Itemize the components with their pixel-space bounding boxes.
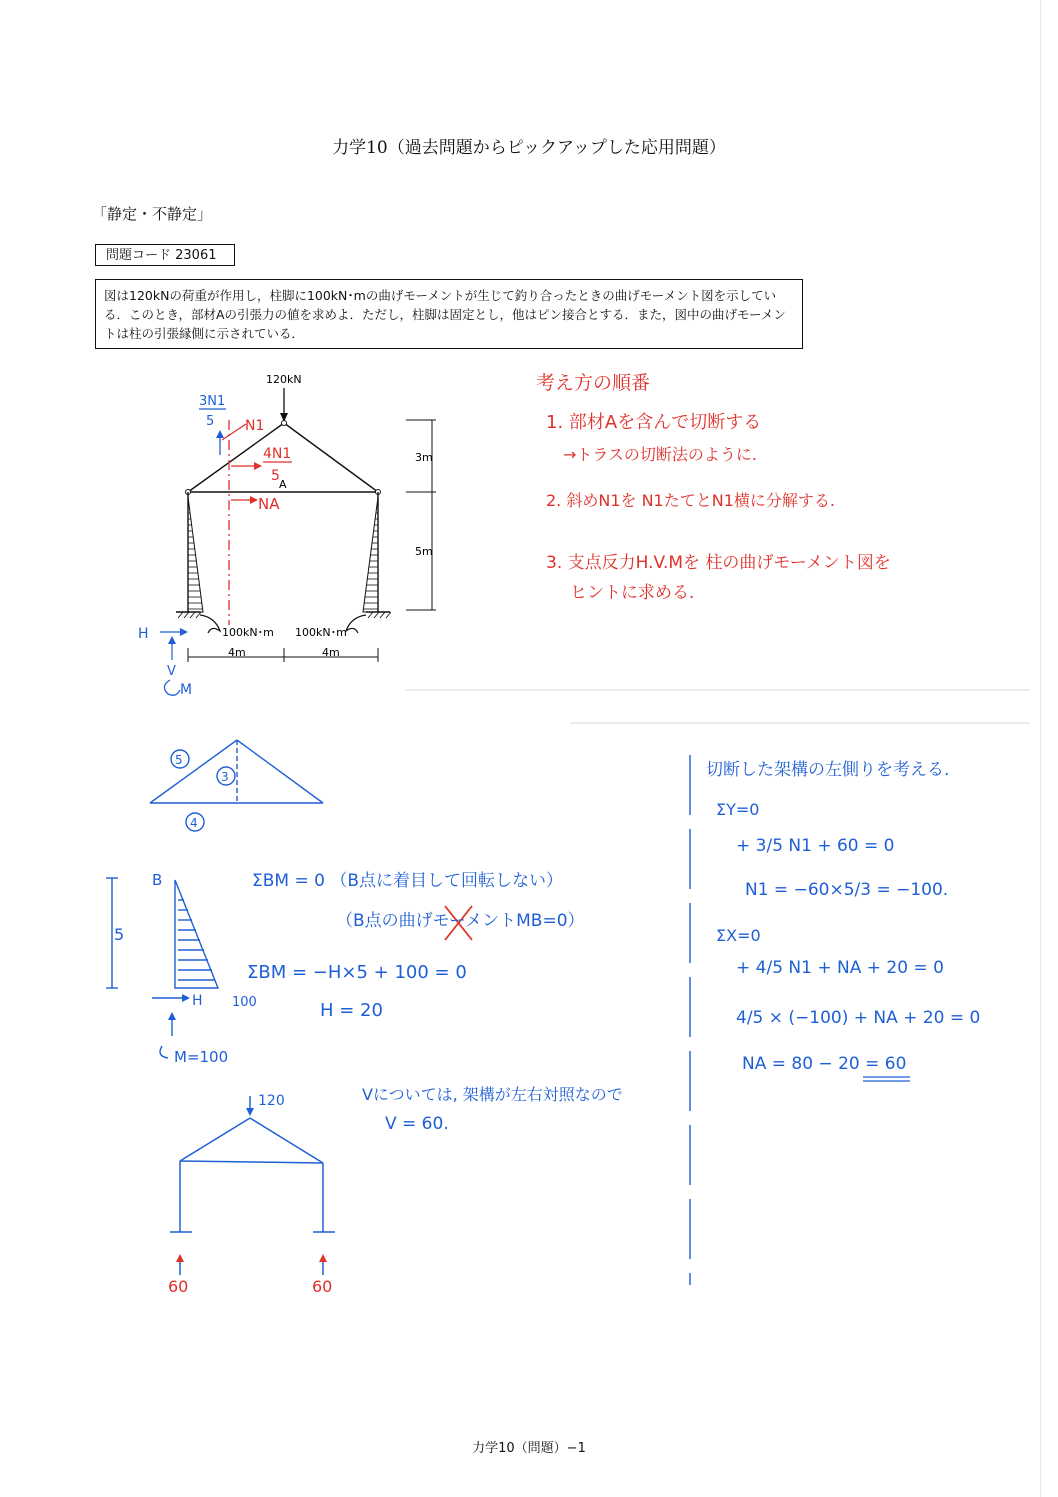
problem-text: 図は120kNの荷重が作用し，柱脚に100kN･mの曲げモーメントが生じて釣り合ったときの曲げモーメント図を示している．このとき，部材Aの引張力の値を求めよ．ただし，柱脚は固定とし，他はピン接合とする．また，図中の曲げモーメントは柱の引張縁側に示されている． [104, 288, 786, 341]
truss-right-member [284, 423, 378, 492]
sum-y-eq1: + 3/5 N1 + 60 = 0 [736, 836, 895, 856]
ann-v: V [167, 664, 176, 679]
sum-x: ΣX=0 [716, 926, 761, 945]
ann-h: H [138, 626, 149, 642]
left-moment-arrow [200, 615, 220, 633]
step-3a: 3. 支点反力H.V.Mを 柱の曲げモーメント図を [546, 553, 891, 573]
moment-eq-3: ΣBM = −H×5 + 100 = 0 [247, 962, 467, 983]
ann-na: NA [258, 495, 280, 513]
left-moment-diagram [188, 497, 203, 612]
frame2-reaction-right: 60 [312, 1277, 333, 1296]
frame-sketch [170, 1096, 335, 1275]
right-moment-arrow [346, 615, 366, 633]
step-2: 2. 斜めN1を N1たてとN1横に分解する. [546, 491, 835, 510]
frame2-load-label: 120 [258, 1093, 285, 1109]
ann-n1: N1 [245, 418, 265, 434]
column-m-label: M=100 [174, 1048, 229, 1066]
page-title: 力学10（過去問題からピックアップした応用問題） [332, 138, 726, 158]
ann-3n1-den: 5 [206, 414, 215, 429]
sum-y-eq2: N1 = −60×5/3 = −100. [745, 880, 949, 900]
step-1b: →トラスの切断法のように. [563, 445, 758, 464]
sum-x-eq1: + 4/5 N1 + NA + 20 = 0 [736, 958, 944, 978]
member-a-label: A [279, 478, 287, 491]
step-1a: 1. 部材Aを含んで切断する [546, 412, 762, 433]
ann-4n1-den: 5 [271, 468, 280, 484]
right-moment-diagram [363, 497, 378, 612]
problem-code-box: 問題コード 23061 [95, 244, 235, 266]
ann-4n1-num: 4N1 [263, 446, 292, 462]
span-right-label: 4m [322, 646, 340, 659]
page-footer: 力学10（問題）−1 [472, 1441, 586, 1456]
moment-left-label: 100kN･m [222, 626, 274, 639]
tri-num-4: 4 [190, 816, 198, 830]
steps-heading: 考え方の順番 [536, 372, 651, 394]
column-h-value: 100 [232, 995, 257, 1010]
sum-y: ΣY=0 [716, 800, 760, 819]
column-top-label: B [152, 871, 163, 889]
column-h-label: H [192, 993, 203, 1009]
dim-col-label: 5m [415, 545, 433, 558]
dim-top-label: 3m [415, 451, 433, 464]
column-sketch [106, 878, 218, 1058]
moment-eq-2: （B点の曲げモーメントMB=0） [336, 911, 585, 931]
step-3b: ヒントに求める. [570, 583, 695, 603]
moment-eq-4: H = 20 [320, 1000, 383, 1021]
ann-m: M [180, 682, 193, 698]
v-note-2: V = 60. [385, 1114, 449, 1134]
section-heading: 「静定・不静定」 [92, 205, 213, 223]
span-left-label: 4m [228, 646, 246, 659]
frame2-reaction-left: 60 [168, 1277, 189, 1296]
moment-right-label: 100kN･m [295, 626, 347, 639]
sum-x-eq2: 4/5 × (−100) + NA + 20 = 0 [736, 1008, 981, 1028]
column-height-label: 5 [114, 925, 125, 944]
v-note-1: Vについては, 架構が左右対照なので [362, 1085, 623, 1104]
right-heading: 切断した架構の左側りを考える. [706, 760, 950, 780]
tri-num-5: 5 [175, 753, 183, 767]
ann-3n1-num: 3N1 [199, 394, 226, 409]
sum-x-eq3: NA = 80 − 20 = 60 [742, 1054, 907, 1074]
load-label: 120kN [266, 373, 302, 386]
tri-num-3: 3 [221, 770, 229, 784]
moment-eq-1: ΣBM = 0 （B点に着目して回転しない） [252, 871, 564, 891]
